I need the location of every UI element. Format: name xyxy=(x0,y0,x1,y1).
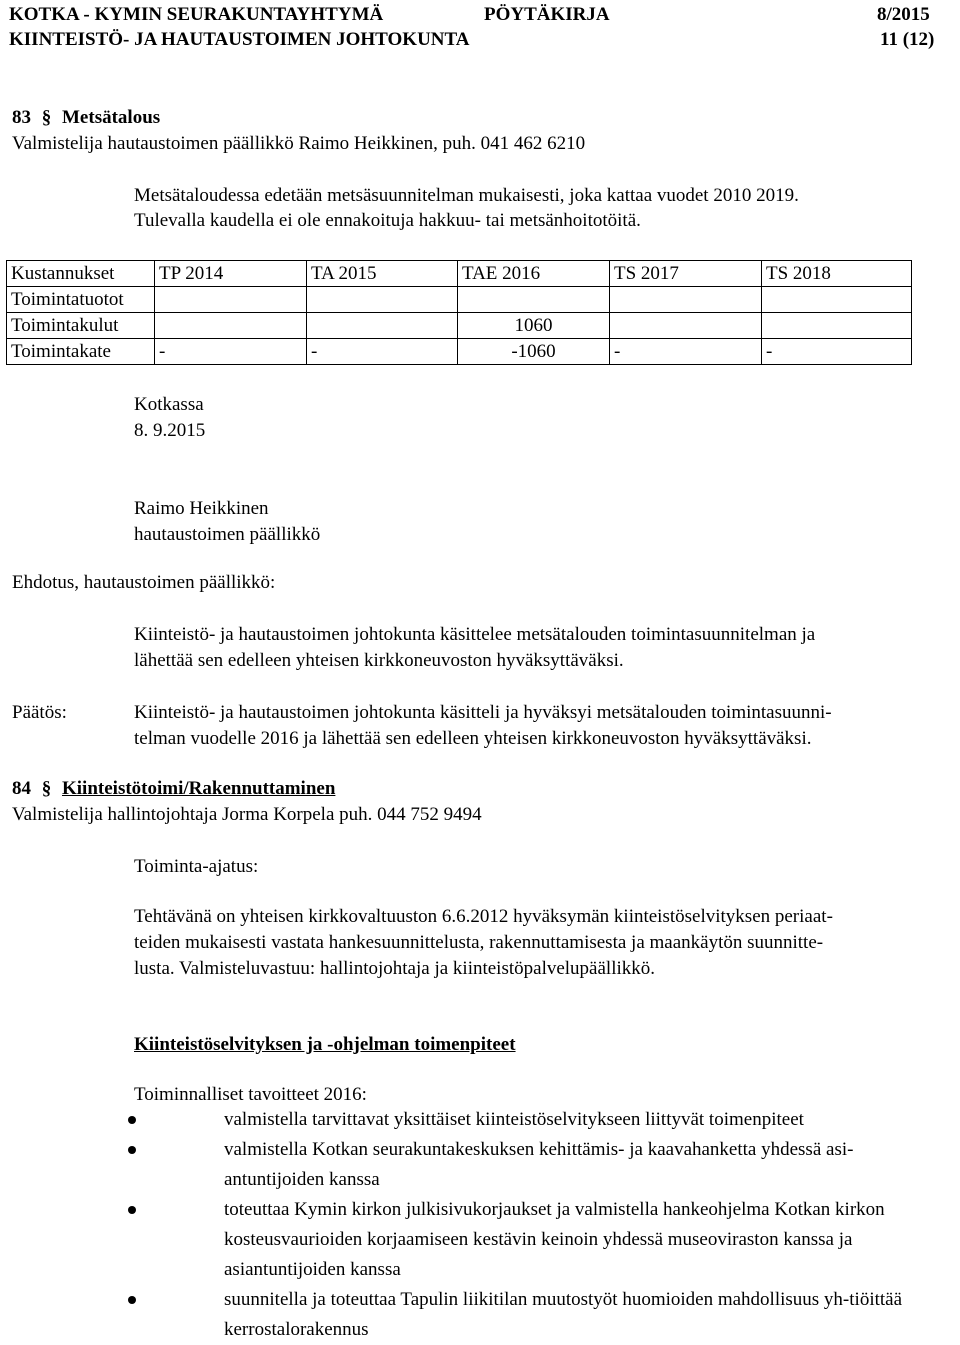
header-doc-number: 8/2015 xyxy=(877,4,930,25)
cost-table xyxy=(6,260,912,365)
section-number: 83 xyxy=(12,107,31,128)
signer-title: hautaustoimen päällikkö xyxy=(134,524,321,545)
subheading: Kiinteistöselvityksen ja -ohjelman toimenpiteet xyxy=(134,1034,516,1055)
place: Kotkassa xyxy=(134,394,204,415)
header-page-number: 11 (12) xyxy=(880,29,935,50)
table-cell: - xyxy=(155,339,307,365)
header-board: KIINTEISTÖ- JA HAUTAUSTOIMEN JOHTOKUNTA xyxy=(9,29,470,50)
idea-label: Toiminta-ajatus: xyxy=(134,856,259,877)
table-cell xyxy=(610,313,762,339)
header-org: KOTKA - KYMIN SEURAKUNTAYHTYMÄ xyxy=(9,4,384,25)
table-cell xyxy=(762,287,912,313)
section-84-heading xyxy=(12,776,335,802)
table-cell: Toimintakate xyxy=(7,339,155,365)
table-cell xyxy=(155,313,307,339)
proposal-label: Ehdotus, hautaustoimen päällikkö: xyxy=(12,572,276,593)
list-item: valmistella tarvittavat yksittäiset kiinteistöselvitykseen liittyvät toimenpiteet xyxy=(132,1105,952,1135)
proposal-line: Kiinteistö- ja hautaustoimen johtokunta käsittelee metsätalouden toimintasuunnitelman ja xyxy=(134,624,816,645)
table-header-row xyxy=(7,261,912,287)
header-doc-type: PÖYTÄKIRJA xyxy=(484,4,610,25)
table-cell xyxy=(307,287,458,313)
section-title: Metsätalous xyxy=(62,107,161,128)
table-cell xyxy=(307,313,458,339)
section-symbol: § xyxy=(41,107,52,128)
table-cell: - xyxy=(762,339,912,365)
list-item: suunnitella ja toteuttaa Tapulin liikitilan muutostyöt huomioiden mahdollisuus yh-tiöittää kerrostalorakennus xyxy=(132,1285,952,1345)
table-cell: Toimintatuotot xyxy=(7,287,155,313)
table-header-cell: TS 2017 xyxy=(610,261,762,287)
table-header-cell: TA 2015 xyxy=(307,261,458,287)
proposal-line: lähettää sen edelleen yhteisen kirkkoneuvoston hyväksyttäväksi. xyxy=(134,650,624,671)
idea-line: lusta. Valmisteluvastuu: hallintojohtaja ja kiinteistöpalvelupäällikkö. xyxy=(134,958,656,979)
table-row xyxy=(7,287,912,313)
table-header-cell: Kustannukset xyxy=(7,261,155,287)
idea-line: Tehtävänä on yhteisen kirkkovaltuuston 6.6.2012 hyväksymän kiinteistöselvityksen periaat- xyxy=(134,906,833,927)
table-cell xyxy=(762,313,912,339)
table-cell: 1060 xyxy=(458,313,610,339)
table-header-cell: TAE 2016 xyxy=(458,261,610,287)
section-symbol: § xyxy=(41,778,52,799)
table-cell: Toimintakulut xyxy=(7,313,155,339)
section-title: Kiinteistötoimi/Rakennuttaminen xyxy=(62,778,336,799)
table-cell xyxy=(610,287,762,313)
table-header-cell: TS 2018 xyxy=(762,261,912,287)
list-item: toteuttaa Kymin kirkon julkisivukorjaukset ja valmistella hankeohjelma Kotkan kirkon kosteusvaurioiden korjaamiseen kestävin keinoin yhdessä museoviraston kanssa ja asiantuntijoiden kanssa xyxy=(132,1195,952,1285)
table-row xyxy=(7,339,912,365)
table-header-cell: TP 2014 xyxy=(155,261,307,287)
decision-line: telman vuodelle 2016 ja lähettää sen edelleen yhteisen kirkkoneuvoston hyväksyttäväksi. xyxy=(134,728,812,749)
section-83-body-line: Tulevalla kaudella ei ole ennakoituja hakkuu- tai metsänhoitotöitä. xyxy=(134,210,641,231)
section-83-preparer: Valmistelija hautaustoimen päällikkö Raimo Heikkinen, puh. 041 462 6210 xyxy=(12,133,586,154)
idea-line: teiden mukaisesti vastata hankesuunnittelusta, rakennuttamisesta ja maankäytön suunnitte- xyxy=(134,932,824,953)
decision-label: Päätös: xyxy=(12,702,67,723)
section-number: 84 xyxy=(12,778,31,799)
table-cell: - xyxy=(610,339,762,365)
signer-name: Raimo Heikkinen xyxy=(134,498,269,519)
section-83-heading xyxy=(12,105,160,131)
goals-list xyxy=(132,1105,952,1345)
goals-label: Toiminnalliset tavoitteet 2016: xyxy=(134,1084,367,1105)
decision-line: Kiinteistö- ja hautaustoimen johtokunta käsitteli ja hyväksyi metsätalouden toimintasuunni- xyxy=(134,702,832,723)
table-cell xyxy=(458,287,610,313)
section-84-preparer: Valmistelija hallintojohtaja Jorma Korpela puh. 044 752 9494 xyxy=(12,804,482,825)
list-item: valmistella Kotkan seurakuntakeskuksen kehittämis- ja kaavahanketta yhdessä asi-antuntijoiden kanssa xyxy=(132,1135,952,1195)
date: 8. 9.2015 xyxy=(134,420,206,441)
table-cell: -1060 xyxy=(458,339,610,365)
table-cell xyxy=(155,287,307,313)
table-cell: - xyxy=(307,339,458,365)
table-row xyxy=(7,313,912,339)
section-83-body-line: Metsätaloudessa edetään metsäsuunnitelman mukaisesti, joka kattaa vuodet 2010 2019. xyxy=(134,185,799,206)
